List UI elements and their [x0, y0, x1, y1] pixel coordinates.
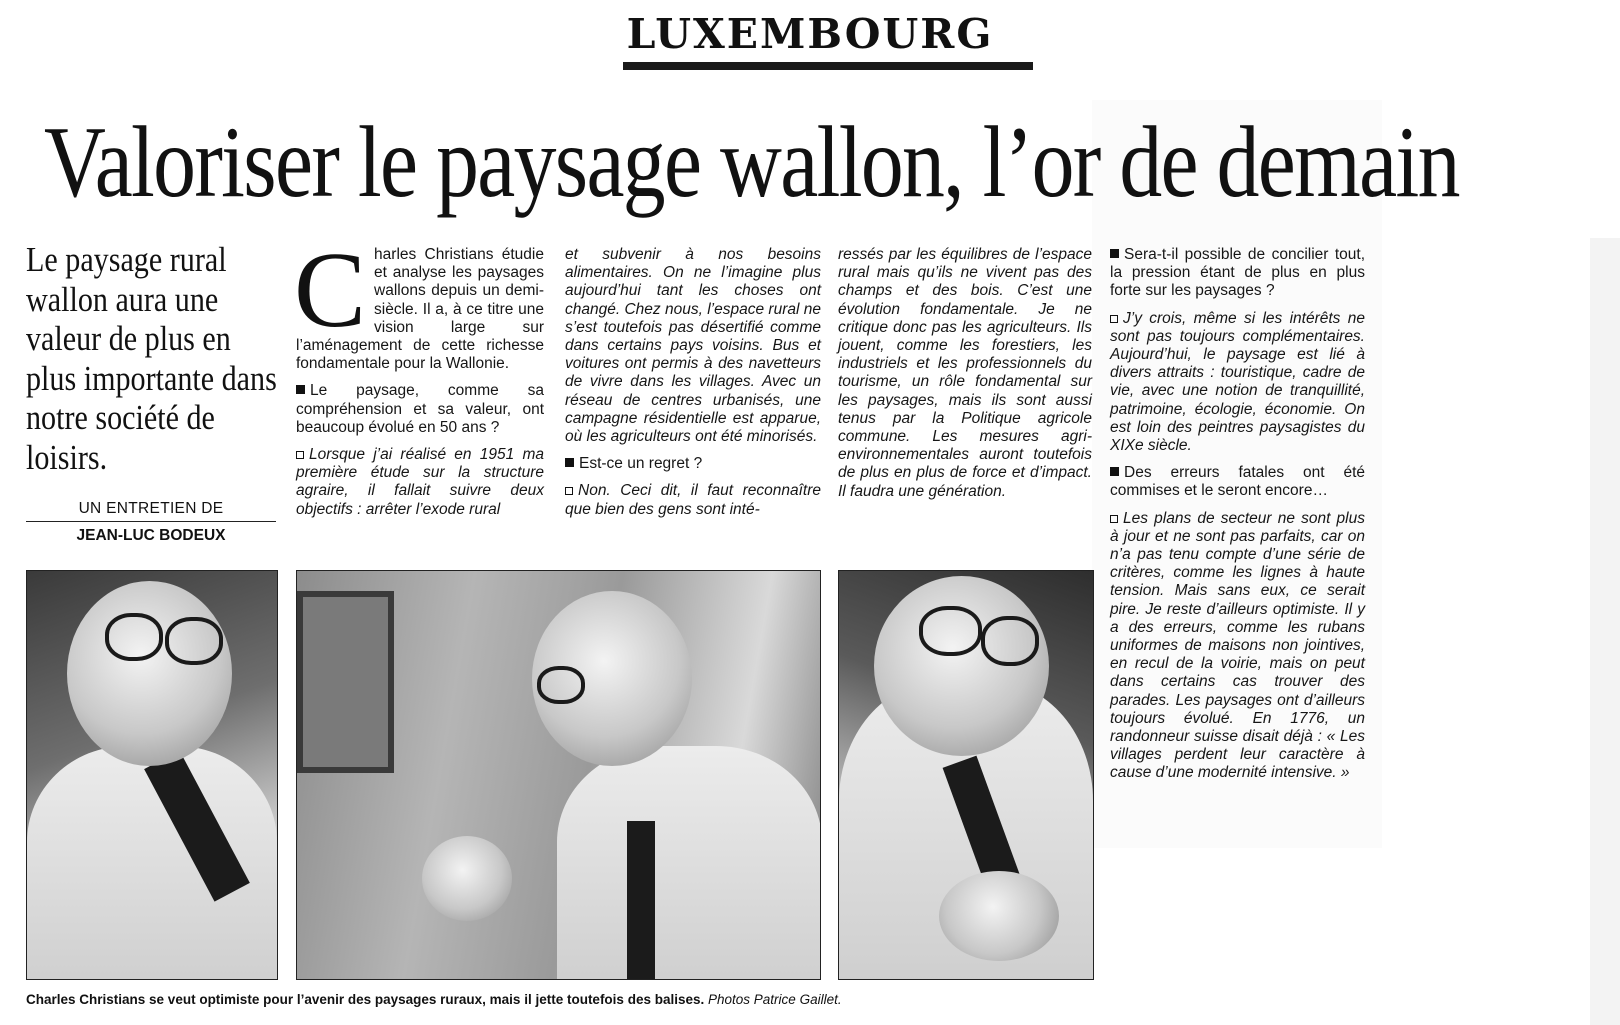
article-column-1: [294, 231, 544, 528]
answer-marker-icon: [1110, 315, 1118, 323]
glasses-icon: [165, 617, 223, 665]
answer-1-continued: et subvenir à nos besoins alimentaires. On ne l’imagine plus aujourd’hui tant les choses ont changé. Chez nous, l’espace rural ne s’est toutefois pas désertifié comme dans certains pays voisins. Bus et voitures ont permis à des navetteurs de vivre dans les villages. Avec un réseau de centres urbanisés, une campagne résidentielle est apparue, où les agriculteurs ont été minorisés.: [565, 246, 821, 446]
tie: [627, 821, 655, 980]
question-3: [1110, 246, 1365, 301]
answer-1-text-part1: Lorsque j’ai réalisé en 1951 ma première étude sur la structure agraire, il fallait suivre deux objectifs : arrêter l’exode rural: [296, 446, 544, 518]
answer-3: [1110, 310, 1365, 456]
answer-1-start: [296, 446, 544, 519]
answer-3-text: J’y crois, même si les intérêts ne sont pas toujours complémentaires. Aujourd’hui, le paysage est lié à divers attraits : touristique, cadre de vie, avec une notion de tranquillité, patrimoine, écologie, économie. On est loin des peintres paysagistes du XIXe siècle.: [1110, 309, 1365, 455]
caption-text: Charles Christians se veut optimiste pour l’avenir des paysages ruraux, mais il jette toutefois des balises.: [26, 992, 705, 1007]
question-marker-icon: [296, 385, 305, 394]
glasses-icon: [981, 616, 1039, 666]
answer-marker-icon: [1110, 515, 1118, 523]
question-marker-icon: [565, 458, 574, 467]
article-column-4: [1110, 246, 1365, 792]
question-2-text: Est-ce un regret ?: [579, 455, 703, 473]
photo-credit: Photos Patrice Gaillet.: [708, 992, 842, 1007]
question-marker-icon: [1110, 249, 1119, 258]
wall-frame: [297, 591, 394, 773]
answer-marker-icon: [565, 487, 573, 495]
section-title-rule: [623, 62, 1033, 70]
question-4: [1110, 464, 1365, 500]
byline-author: JEAN-LUC BODEUX: [76, 527, 226, 544]
glasses-icon: [105, 613, 163, 661]
question-marker-icon: [1110, 467, 1119, 476]
question-1-text: Le paysage, comme sa compréhension et sa valeur, ont beaucoup évolué en 50 ans ?: [296, 382, 544, 436]
answer-2-continued: ressés par les équilibres de l’espace rural mais qu’ils ne vivent pas des champs et des bois. C’est une évolution fondamentale. Je ne critique donc pas les agriculteurs. Ils jouent, comme les forestiers, les industriels et les professionnels du tourisme, un rôle fondamental sur les paysages, mais ils sont aussi tenus par la Politique agricole commune. Les mesures agri-environnementales auront toutefois de plus en plus de force et d’impact. Il faudra une génération.: [838, 246, 1092, 500]
chapeau: Le paysage rural wallon aura une valeur de plus en plus importante dans notre société de loisirs.: [26, 240, 277, 477]
person-head: [67, 581, 232, 766]
answer-marker-icon: [296, 451, 304, 459]
photo-portrait-right: [838, 570, 1094, 980]
scan-edge: [1590, 238, 1620, 1025]
article-intro: [294, 231, 544, 373]
section-title: LUXEMBOURG: [626, 10, 994, 58]
answer-2-start: [565, 482, 821, 518]
question-3-text: Sera-t-il possible de concilier tout, la pression étant de plus en plus forte sur les paysages ?: [1110, 246, 1365, 300]
question-2: [565, 455, 821, 473]
hand-fist: [422, 836, 512, 921]
byline-label: UN ENTRETIEN DE: [78, 500, 224, 517]
person-head: [874, 576, 1049, 756]
intro-text: harles Christians étudie et analyse les paysages wallons depuis un demi-siècle. Il a, à ce titre une vision large sur l’aménagement de cette richesse fondamentale pour la Wallonie.: [296, 246, 544, 373]
photo-caption: [26, 992, 1126, 1007]
answer-4-text: Les plans de secteur ne sont plus à jour et ne sont pas parfaits, car on n’a pas tenu compte d’une série de critères, comme les lignes à haute tension. Mais sans eux, ce serait pire. Je reste d’ailleurs optimiste. Il y a des erreurs, comme les rubans uniformes de maisons non jointives, en recul de la voirie, mais on peut dans certains cas trouver des parades. Les paysages ont d’ailleurs toujours évolué. En 1776, un randonneur suisse disait déjà : « Les villages perdent leur caractère à cause d’une modernité intensive. »: [1110, 509, 1365, 782]
glasses-icon: [919, 606, 982, 656]
photo-interview-middle: [296, 570, 821, 980]
byline-rule: [26, 521, 276, 522]
question-1: [296, 382, 544, 437]
headline: Valoriser le paysage wallon, l’or de demain: [44, 106, 1459, 219]
answer-4: [1110, 510, 1365, 783]
answer-2-text-part1: Non. Ceci dit, il faut reconnaître que bien des gens sont inté-: [565, 482, 821, 518]
question-4-text: Des erreurs fatales ont été commises et le seront encore…: [1110, 464, 1365, 500]
glasses-icon: [537, 666, 585, 704]
article-column-3: [838, 246, 1092, 510]
dropcap: C: [294, 231, 367, 350]
article-column-2: [565, 246, 821, 528]
person-body: [557, 746, 821, 980]
hand-gesture: [939, 871, 1059, 961]
photo-portrait-left: [26, 570, 278, 980]
